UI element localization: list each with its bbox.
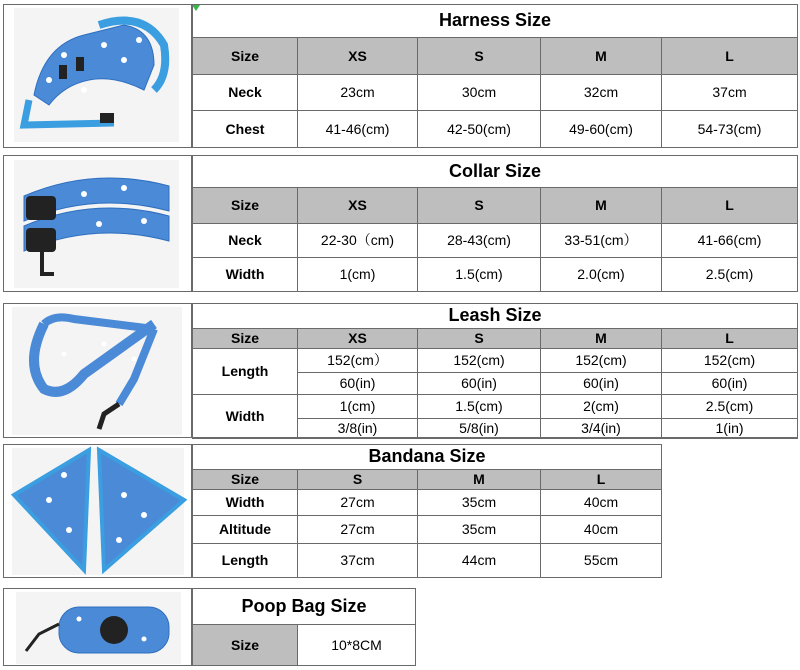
row-label-neck: Neck — [193, 74, 298, 110]
table-cell: 152(cm) — [418, 348, 541, 372]
header-s: S — [298, 469, 418, 489]
table-cell: 44cm — [418, 543, 541, 577]
table-cell: 1(cm) — [298, 257, 418, 291]
table-cell: 28-43(cm) — [418, 223, 541, 257]
poop-bag-title: Poop Bag Size — [193, 589, 416, 624]
leash-image — [4, 304, 192, 437]
header-l: L — [662, 37, 798, 74]
table-cell: 40cm — [541, 489, 662, 515]
collar-size-table — [192, 156, 798, 292]
table-cell: 37cm — [298, 543, 418, 577]
header-size: Size — [193, 469, 298, 489]
row-label-width: Width — [193, 257, 298, 291]
table-cell: 30cm — [418, 74, 541, 110]
harness-image — [4, 5, 192, 147]
header-size: Size — [193, 624, 298, 665]
table-cell: 23cm — [298, 74, 418, 110]
header-s: S — [418, 37, 541, 74]
header-size: Size — [193, 187, 298, 223]
header-s: S — [418, 187, 541, 223]
harness-size-table — [192, 5, 798, 148]
header-l: L — [662, 328, 798, 348]
table-cell: 2.5(cm) — [662, 257, 798, 291]
bandana-image — [4, 445, 192, 577]
bandana-title: Bandana Size — [193, 445, 662, 469]
table-cell: 3/4(in) — [541, 418, 662, 438]
header-l: L — [662, 187, 798, 223]
table-cell: 10*8CM — [298, 624, 416, 665]
harness-section — [3, 4, 798, 148]
table-cell: 2(cm) — [541, 394, 662, 418]
table-cell: 60(in) — [541, 372, 662, 394]
table-cell: 152(cm） — [298, 348, 418, 372]
row-label-altitude: Altitude — [193, 515, 298, 543]
table-cell: 54-73(cm) — [662, 110, 798, 147]
table-cell: 5/8(in) — [418, 418, 541, 438]
header-s: S — [418, 328, 541, 348]
table-cell: 152(cm) — [662, 348, 798, 372]
table-cell: 22-30（cm) — [298, 223, 418, 257]
collar-section — [3, 155, 798, 292]
table-cell: 3/8(in) — [298, 418, 418, 438]
table-cell: 60(in) — [418, 372, 541, 394]
header-m: M — [541, 37, 662, 74]
row-label-length: Length — [193, 348, 298, 394]
header-xs: XS — [298, 328, 418, 348]
row-label-neck: Neck — [193, 223, 298, 257]
table-cell: 1(cm) — [298, 394, 418, 418]
leash-section — [3, 303, 798, 438]
table-cell: 33-51(cm） — [541, 223, 662, 257]
bandana-size-table — [192, 445, 662, 578]
row-label-width: Width — [193, 394, 298, 438]
table-cell: 152(cm) — [541, 348, 662, 372]
header-l: L — [541, 469, 662, 489]
poop-bag-section — [3, 588, 416, 666]
poop-bag-size-table — [192, 589, 416, 666]
table-cell: 49-60(cm) — [541, 110, 662, 147]
header-m: M — [541, 187, 662, 223]
table-cell: 1.5(cm) — [418, 257, 541, 291]
table-cell: 2.0(cm) — [541, 257, 662, 291]
table-cell: 42-50(cm) — [418, 110, 541, 147]
table-cell: 41-66(cm) — [662, 223, 798, 257]
table-cell: 1(in) — [662, 418, 798, 438]
collar-title: Collar Size — [193, 156, 798, 187]
row-label-length: Length — [193, 543, 298, 577]
harness-title: Harness Size — [193, 5, 798, 37]
leash-size-table — [192, 304, 798, 439]
table-cell: 40cm — [541, 515, 662, 543]
table-cell: 35cm — [418, 515, 541, 543]
table-cell: 1.5(cm) — [418, 394, 541, 418]
table-cell: 2.5(cm) — [662, 394, 798, 418]
table-cell: 55cm — [541, 543, 662, 577]
row-label-chest: Chest — [193, 110, 298, 147]
table-cell: 41-46(cm) — [298, 110, 418, 147]
table-cell: 27cm — [298, 515, 418, 543]
table-cell: 35cm — [418, 489, 541, 515]
table-cell: 32cm — [541, 74, 662, 110]
row-label-width: Width — [193, 489, 298, 515]
table-cell: 27cm — [298, 489, 418, 515]
header-m: M — [541, 328, 662, 348]
header-xs: XS — [298, 187, 418, 223]
header-xs: XS — [298, 37, 418, 74]
table-cell: 60(in) — [662, 372, 798, 394]
poop-bag-image — [4, 589, 192, 665]
leash-title: Leash Size — [193, 304, 798, 328]
header-size: Size — [193, 37, 298, 74]
header-size: Size — [193, 328, 298, 348]
bandana-section — [3, 444, 662, 578]
collar-image — [4, 156, 192, 291]
header-m: M — [418, 469, 541, 489]
table-cell: 60(in) — [298, 372, 418, 394]
table-cell: 37cm — [662, 74, 798, 110]
